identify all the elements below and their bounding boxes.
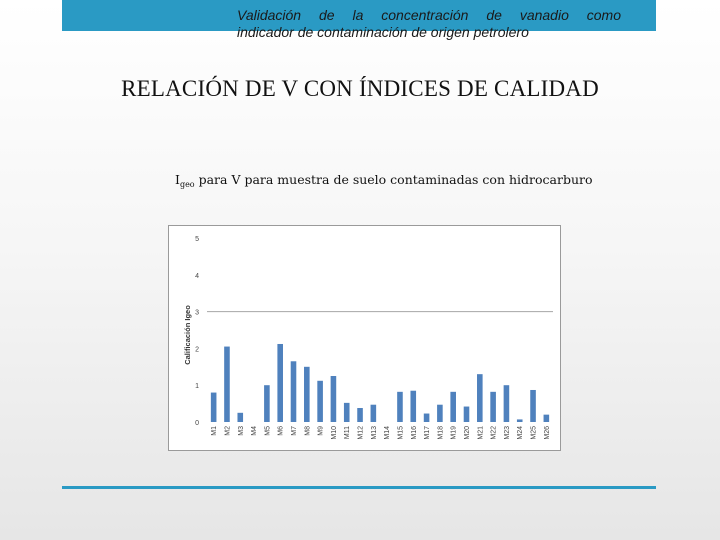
y-tick-label: 3 xyxy=(195,309,199,317)
x-tick-label: M3 xyxy=(237,426,245,436)
x-tick-label: M22 xyxy=(490,426,498,440)
bar-m7 xyxy=(291,361,297,422)
x-tick-label: M19 xyxy=(450,426,458,440)
x-tick-label: M7 xyxy=(291,426,298,436)
y-tick-label: 2 xyxy=(195,346,199,354)
caption-subscript: geo xyxy=(179,180,195,189)
bar-m9 xyxy=(317,381,323,422)
bar-m10 xyxy=(331,376,337,422)
bar-m2 xyxy=(224,347,230,422)
y-tick-label: 4 xyxy=(195,272,199,280)
bar-m24 xyxy=(517,419,523,422)
bar-m13 xyxy=(371,405,377,422)
bar-m17 xyxy=(424,414,430,422)
x-tick-label: M8 xyxy=(304,426,312,436)
y-axis-label: Calificación Igeo xyxy=(183,305,192,365)
x-tick-label: M9 xyxy=(317,426,325,436)
x-tick-label: M5 xyxy=(264,426,272,436)
bar-m3 xyxy=(237,413,243,422)
x-tick-label: M4 xyxy=(251,426,259,436)
bar-m15 xyxy=(397,392,403,422)
header-line-2: indicador de contaminación de origen petrolero xyxy=(237,24,529,40)
chart-caption xyxy=(175,172,595,189)
x-tick-label: M16 xyxy=(410,426,418,440)
bar-m25 xyxy=(530,390,536,422)
x-tick-label: M18 xyxy=(437,426,445,440)
bar-m19 xyxy=(450,392,456,422)
x-tick-label: M10 xyxy=(330,426,338,440)
bar-chart xyxy=(169,226,560,450)
header-subtitle xyxy=(237,7,621,41)
y-tick-label: 5 xyxy=(195,236,199,243)
x-tick-label: M14 xyxy=(384,426,392,440)
bar-m6 xyxy=(277,344,283,422)
footer-line xyxy=(62,486,656,489)
x-tick-label: M1 xyxy=(211,426,219,436)
bar-m26 xyxy=(544,415,550,422)
slide-title: RELACIÓN DE V CON ÍNDICES DE CALIDAD xyxy=(121,76,599,101)
bar-m22 xyxy=(490,392,496,422)
x-tick-label: M15 xyxy=(397,426,405,440)
y-tick-label: 1 xyxy=(195,383,199,391)
bar-m16 xyxy=(410,391,416,422)
x-tick-label: M26 xyxy=(543,426,551,440)
header-line-1: Validación de la concentración de vanadio como xyxy=(237,7,621,23)
x-tick-label: M24 xyxy=(517,426,525,440)
bar-m1 xyxy=(211,393,217,422)
bar-m18 xyxy=(437,405,443,422)
x-tick-label: M11 xyxy=(344,426,352,440)
x-tick-label: M17 xyxy=(424,426,432,440)
chart-container xyxy=(168,225,561,451)
x-tick-label: M6 xyxy=(277,426,285,436)
x-tick-label: M21 xyxy=(477,426,485,440)
y-tick-label: 0 xyxy=(195,420,199,427)
bar-m11 xyxy=(344,403,350,422)
x-tick-label: M12 xyxy=(357,426,365,440)
x-tick-label: M25 xyxy=(530,426,538,440)
caption-prefix: I xyxy=(175,172,180,187)
x-tick-label: M20 xyxy=(464,426,471,440)
bar-m20 xyxy=(464,407,470,422)
bar-m12 xyxy=(357,408,363,422)
bar-m5 xyxy=(264,385,270,422)
x-tick-label: M2 xyxy=(224,426,232,436)
bar-m23 xyxy=(504,385,510,422)
x-tick-label: M13 xyxy=(370,426,378,440)
bar-m21 xyxy=(477,374,483,422)
x-tick-label: M23 xyxy=(503,426,511,440)
caption-rest: para V para muestra de suelo contaminadas con hidrocarburo xyxy=(194,172,593,187)
bar-m8 xyxy=(304,367,310,422)
